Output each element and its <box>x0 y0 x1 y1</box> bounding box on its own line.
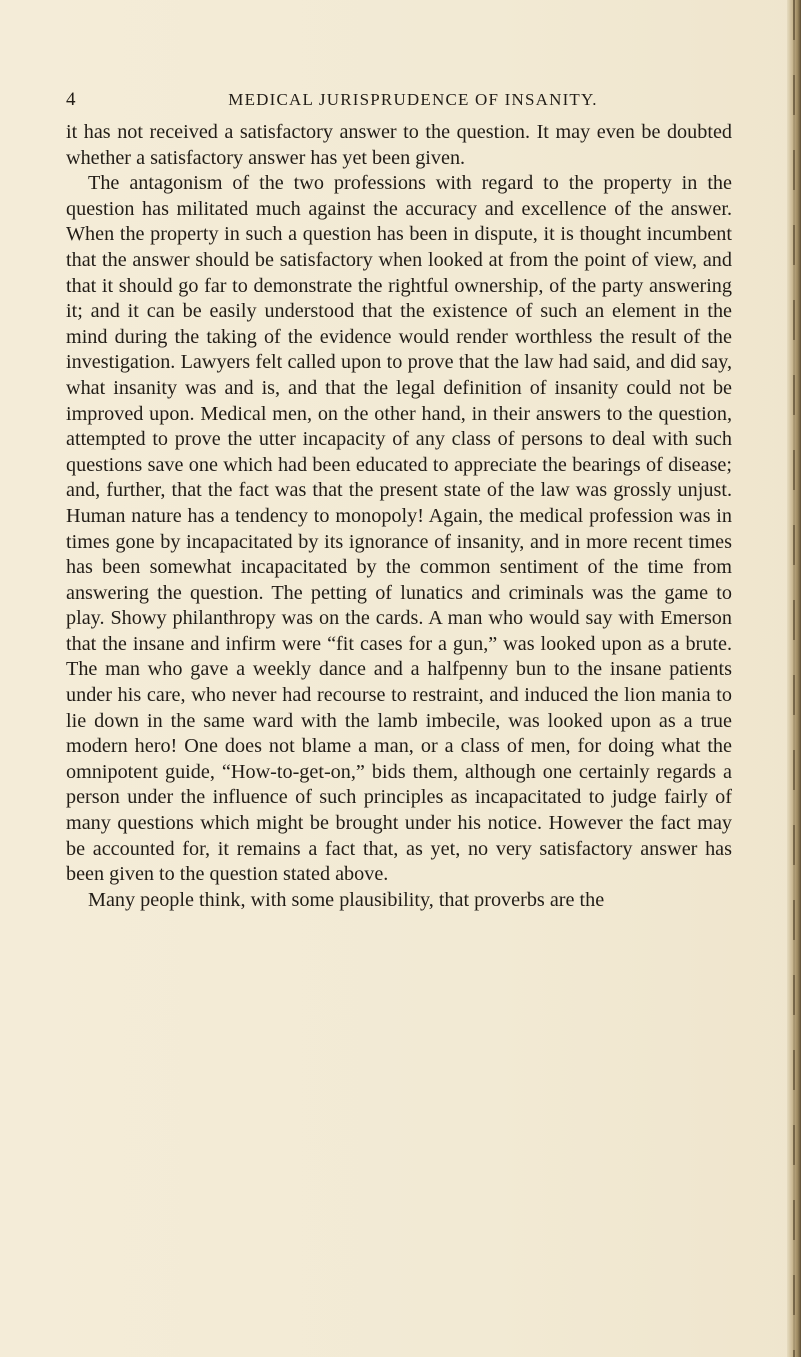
paragraph-continuation: it has not received a satisfactory answer to the question. It may even be doubted whether a satisfactory answer has yet been given. <box>66 121 732 169</box>
paragraph-proverbs: Many people think, with some plausibility, that proverbs are the <box>88 888 605 911</box>
body-text <box>66 120 732 913</box>
paragraph-antagonism: The antagonism of the two professions with regard to the property in the question has militated much against the accuracy and excellence of the answer. When the property in such a question has been in dispute, it is thought incumbent that the answer should be satisfactory when looked at from the point of view, and that it should go far to demonstrate the rightful ownership, of the party answering it; and it can be easily understood that the existence of such an element in the mind during the taking of the evidence would render worthless the result of the investigation. Lawyers felt called upon to prove that the law had said, and did say, what insanity was and is, and that the legal definition of insanity could not be improved upon. Medical men, on the other hand, in their answers to the question, attempted to prove the utter incapacity of any class of persons to deal with such questions save one which had been educated to appreciate the bearings of disease; and, further, that the fact was that the present state of the law was grossly unjust. Human nature has a tendency to monopoly! Again, the medical profession was in times gone by incapacitated by its ignorance of insanity, and in more recent times has been somewhat incapacitated by the common sentiment of the time from answering the question. The petting of lunatics and criminals was the game to play. Showy philanthropy was on the cards. A man who would say with Emerson that the insane and infirm were “fit cases for a gun,” was looked upon as a brute. The man who gave a weekly dance and a halfpenny bun to the insane patients under his care, who never had recourse to restraint, and induced the lion mania to lie down in the same ward with the lamb imbecile, was looked upon as a true modern hero! One does not blame a man, or a class of men, for doing what the omnipotent guide, “How-to-get-on,” bids them, although one certainly regards a person under the influence of such principles as incapacitated to judge fairly of many questions which might be brought under his notice. However the fact may be accounted for, it remains a fact that, as yet, no very satisfactory answer has been given to the question stated above. <box>66 172 732 886</box>
page-edge-shadow <box>787 0 801 1357</box>
page-number: 4 <box>66 89 76 110</box>
running-head-title: MEDICAL JURISPRUDENCE OF INSANITY. <box>228 90 598 109</box>
running-head <box>66 88 732 112</box>
